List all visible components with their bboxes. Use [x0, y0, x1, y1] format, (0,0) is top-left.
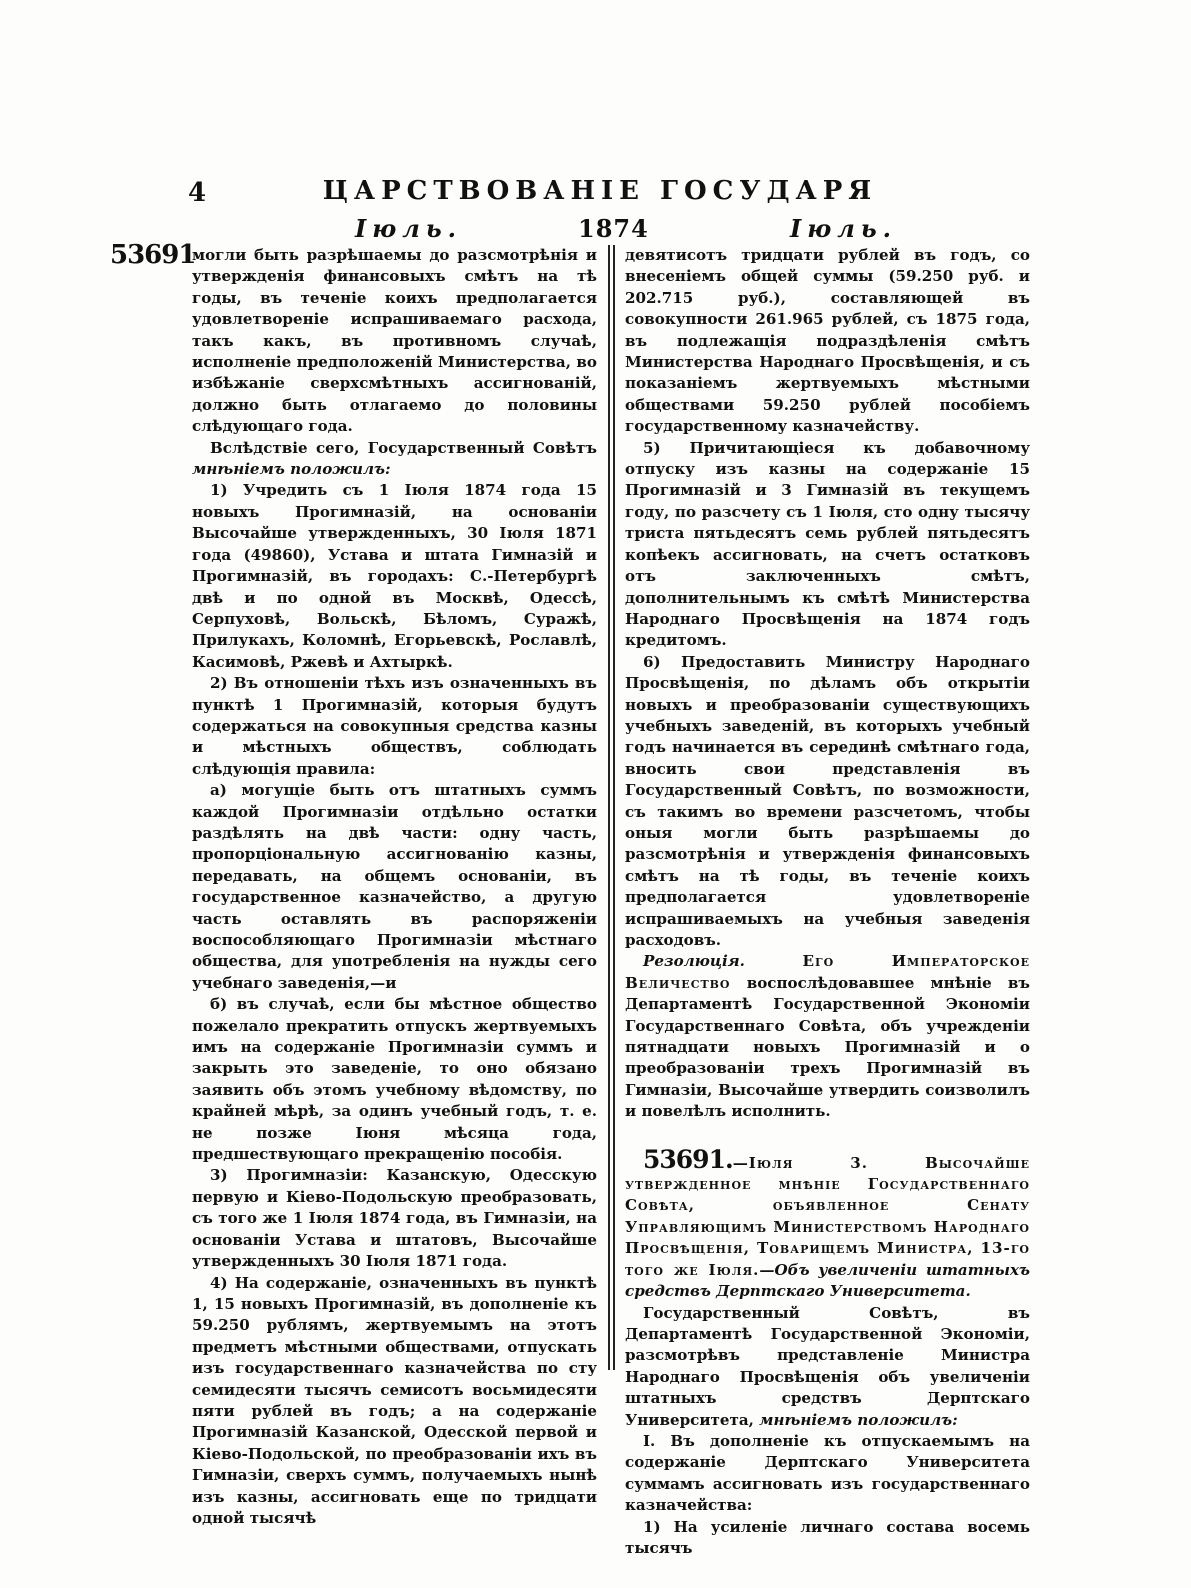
paragraph-text: Вслѣдствіе сего, Государственный Совѣтъ: [210, 438, 597, 457]
column-divider: [608, 245, 610, 1370]
running-title: ЦАРСТВОВАНІЕ ГОСУДАРЯ: [322, 176, 878, 206]
paragraph: могли быть разрѣшаемы до разсмотрѣнія и утвержденія финансовыхъ смѣтъ на тѣ годы, въ теченіе коихъ предполагается удовлетвореніе испрашиваемаго расхода, такъ какъ, въ противномъ случаѣ, исполненіе предположеній Министерства, во избѣжаніе сверхсмѣтныхъ ассигнованій, должно быть отлагаемо до половины слѣдующаго года.: [192, 246, 597, 436]
law-number: 53691.: [643, 1144, 733, 1174]
paragraph: 5) Причитающіеся къ добавочному отпуску изъ казны на содержаніе 15 Прогимназій и 3 Гимназій въ текущемъ году, по разсчету съ 1 Іюля, сто одну тысячу триста пятьдесятъ семь рублей пятьдесятъ копѣекъ ассигновать, на счетъ остатковъ отъ заключенныхъ смѣтъ, дополнительнымъ къ смѣтѣ Министерства Народнаго Просвѣщенія на 1874 годъ кредитомъ.: [625, 438, 1030, 650]
paragraph: [625, 1303, 1030, 1431]
imperial-title: Его Императорское Величество: [625, 952, 1030, 992]
month-right: Іюль.: [790, 214, 898, 243]
paragraph: I. Въ дополненіе къ отпускаемымъ на содержаніе Дерптскаго Университета суммамъ ассигновать изъ государственнаго казначейства:: [625, 1431, 1030, 1515]
paragraph: 3) Прогимназіи: Казанскую, Одесскую первую и Кіево-Подольскую преобразовать, съ того же 1 Іюля 1874 года, въ Гимназіи, на основаніи Устава и штатовъ, Высочайше утвержденныхъ 30 Іюля 1871 года.: [192, 1166, 597, 1271]
paragraph: 2) Въ отношеніи тѣхъ изъ означенныхъ въ пунктѣ 1 Прогимназій, которыя будутъ содержаться на совокупныя средства казны и мѣстныхъ обществъ, соблюдать слѣдующія правила:: [192, 674, 597, 778]
page-number: 4: [188, 178, 207, 208]
margin-law-number: 53691: [110, 240, 196, 270]
resolution-label: Резолюція.: [643, 952, 745, 971]
paragraph: 6) Предоставить Министру Народнаго Просвѣщенія, по дѣламъ объ открытіи новыхъ и преобразованіи существующихъ учебныхъ заведеній, въ которыхъ учебный годъ начинается въ серединѣ смѣтнаго года, вносить свои представленія въ Государственный Совѣтъ, по возможности, съ такимъ во времени разсчетомъ, чтобы оныя могли быть разрѣшаемы до разсмотрѣнія и утвержденія финансовыхъ смѣтъ на тѣ годы, въ теченіе коихъ предполагается удовлетвореніе испрашиваемыхъ на учебныя заведенія расходовъ.: [625, 652, 1030, 949]
paragraph-text: Государственный Совѣтъ, въ Департаментѣ Государственной Экономіи, разсмотрѣвъ представленіе Министра Народнаго Просвѣщенія объ увеличеніи штатныхъ средствъ Дерптскаго Университета,: [625, 1303, 1030, 1429]
year: 1874: [578, 214, 649, 243]
paragraph: [625, 951, 1030, 1122]
paragraph-text: воспослѣдовавшее мнѣніе въ Департаментѣ Государственной Экономіи Государственнаго Совѣта, объ учрежденіи пятнадцати новыхъ Прогимназій и о преобразованіи трехъ Прогимназій въ Гимназіи, Высочайше утвердить соизволилъ и повелѣлъ исполнить.: [625, 973, 1030, 1121]
paragraph: девятисотъ тридцати рублей въ годъ, со внесеніемъ общей суммы (59.250 руб. и 202.715 руб.), составляющей въ совокупности 261.965 рублей, съ 1875 года, въ подлежащія подраздѣленія смѣтъ Министерства Народнаго Просвѣщенія, и съ показаніемъ жертвуемыхъ мѣстными обществами 59.250 рублей пособіемъ государственному казначейству.: [625, 246, 1030, 436]
paragraph: б) въ случаѣ, если бы мѣстное общество пожелало прекратить отпускъ жертвуемыхъ имъ на содержаніе Прогимназіи суммъ и закрыть это заведеніе, то оно обязано заявить объ этомъ учебному вѣдомству, по крайней мѣрѣ, за одинъ учебный годъ, т. е. не позже Іюня мѣсяца года, предшествующаго прекращенію пособія.: [192, 995, 597, 1164]
paragraph: а) могущіе быть отъ штатныхъ суммъ каждой Прогимназіи отдѣльно остатки раздѣлять на двѣ части: одну часть, пропорціональную ассигнованію казны, передавать, на общемъ основаніи, въ государственное казначейство, а другую часть оставлять въ распоряженіи воспособляющаго Прогимназіи мѣстнаго общества, для употребленія на нужды сего учебнаго заведенія,—и: [192, 781, 597, 992]
paragraph: 4) На содержаніе, означенныхъ въ пунктѣ 1, 15 новыхъ Прогимназій, въ дополненіе къ 59.250 рублямъ, жертвуемымъ на этотъ предметъ мѣстными обществами, отпускать изъ государственнаго казначейства по сту семидесяти тысячъ семисотъ восьмидесяти пяти рублей въ годъ; а на содержаніе Прогимназій Казанской, Одесской первой и Кіево-Подольской, по преобразованіи ихъ въ Гимназіи, сверхъ суммъ, получаемыхъ нынѣ изъ казны, ассигновать еще по тридцати одной тысячѣ: [192, 1273, 597, 1527]
italic-phrase: мнѣніемъ положилъ:: [192, 460, 391, 479]
italic-phrase: мнѣніемъ положилъ:: [759, 1410, 958, 1429]
column-divider: [613, 245, 615, 1370]
law-title: —Іюля 3. Высочайше утвержденное мнѣніе Государственнаго Совѣта, объявленное Сенату Управляющимъ Министерствомъ Народнаго Просвѣщенія, Товарищемъ Министра, 13-го того же Іюля.: [625, 1153, 1030, 1279]
left-column: [192, 245, 597, 1529]
right-column: [625, 245, 1030, 1559]
paragraph: [625, 1144, 1030, 1303]
paragraph: 1) На усиленіе личнаго состава восемь тысячъ: [625, 1517, 1030, 1557]
paragraph: [192, 438, 597, 481]
law-subject: —Объ увеличеніи штатныхъ средствъ Дерптскаго Университета.: [625, 1260, 1030, 1301]
month-left: Іюль.: [355, 214, 463, 243]
paragraph: 1) Учредить съ 1 Іюля 1874 года 15 новыхъ Прогимназій, на основаніи Высочайше утвержденныхъ, 30 Іюля 1871 года (49860), Устава и штата Гимназій и Прогимназій, въ городахъ: С.-Петербургѣ двѣ и по одной въ Москвѣ, Одессѣ, Серпуховѣ, Вольскѣ, Бѣломъ, Суражѣ, Прилукахъ, Коломнѣ, Егорьевскѣ, Рославлѣ, Касимовѣ, Ржевѣ и Ахтыркѣ.: [192, 481, 597, 671]
